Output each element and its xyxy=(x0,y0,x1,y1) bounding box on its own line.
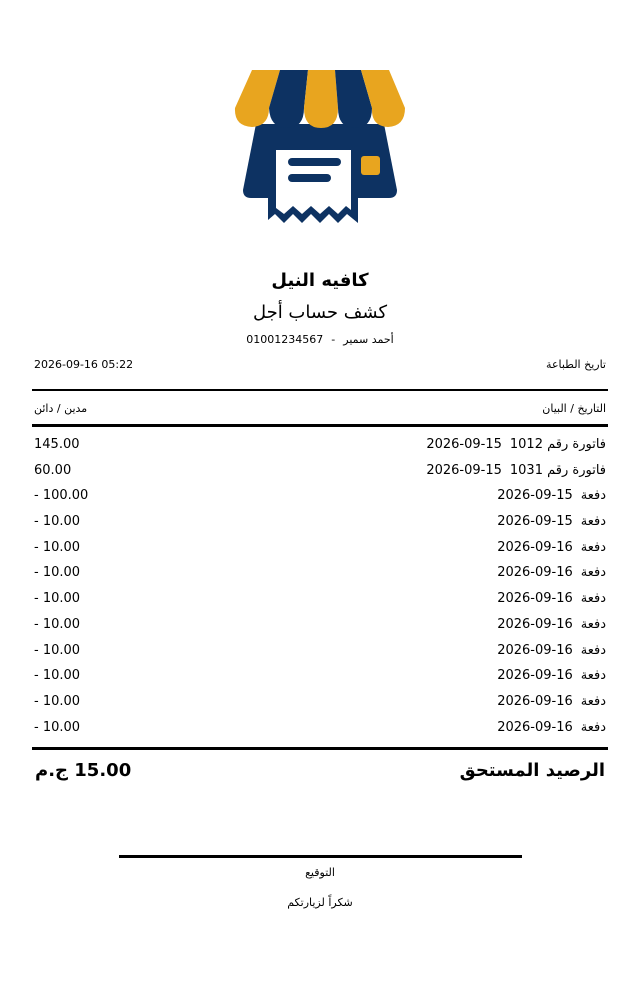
customer-line xyxy=(0,333,640,346)
row-date: 2026-09-15 xyxy=(497,514,573,530)
row-date: 2026-09-16 xyxy=(497,668,573,684)
table-row xyxy=(34,614,606,640)
row-date: 2026-09-16 xyxy=(497,642,573,658)
table-row xyxy=(34,485,606,511)
row-label: دفعة xyxy=(580,668,606,684)
table-row xyxy=(34,665,606,691)
row-label: دفعة xyxy=(580,616,606,632)
balance-due-value: 15.00 ج.م xyxy=(35,760,132,781)
table-row xyxy=(34,434,606,460)
customer-phone: 01001234567 xyxy=(246,333,324,346)
row-date: 2026-09-15 xyxy=(426,437,502,452)
row-label: دفعة xyxy=(580,565,606,581)
row-amount: - 10.00 xyxy=(34,616,81,632)
row-date: 2026-09-16 xyxy=(497,693,573,709)
row-description xyxy=(497,591,606,606)
row-label: دفعة xyxy=(580,591,606,607)
row-label: دفعة xyxy=(580,719,606,735)
row-label: دفعة xyxy=(580,642,606,658)
column-header-amount: مدين / دائن xyxy=(34,402,88,415)
balance-due-label: الرصيد المستحق xyxy=(459,760,605,781)
row-label: دفعة xyxy=(580,514,606,530)
signature-line xyxy=(119,855,522,858)
row-amount: 60.00 xyxy=(34,462,72,478)
row-description xyxy=(497,514,606,529)
row-date: 2026-09-16 xyxy=(497,616,573,632)
row-description xyxy=(426,463,606,478)
statement-rows xyxy=(34,434,606,742)
row-date: 2026-09-16 xyxy=(497,591,573,607)
table-row xyxy=(34,691,606,717)
row-amount: - 10.00 xyxy=(34,668,81,684)
table-row xyxy=(34,588,606,614)
row-date: 2026-09-15 xyxy=(426,462,502,478)
shop-name: كافيه النيل xyxy=(271,270,369,291)
table-row xyxy=(34,640,606,666)
row-label: دفعة xyxy=(580,693,606,709)
row-description xyxy=(497,488,606,503)
row-amount: - 10.00 xyxy=(34,591,81,607)
table-row xyxy=(34,511,606,537)
row-description xyxy=(497,720,606,735)
row-amount: - 10.00 xyxy=(34,642,81,658)
row-date: 2026-09-16 xyxy=(497,719,573,735)
table-bottom-divider xyxy=(32,747,608,750)
row-description xyxy=(497,617,606,632)
row-amount: - 10.00 xyxy=(34,514,81,530)
print-date-label: تاريخ الطباعة xyxy=(546,358,606,371)
storefront-receipt-icon xyxy=(234,68,406,224)
document-title: كشف حساب أجل xyxy=(252,302,388,323)
row-amount: - 100.00 xyxy=(34,488,89,504)
row-description xyxy=(497,643,606,658)
table-top-divider xyxy=(32,424,608,427)
row-amount: - 10.00 xyxy=(34,719,81,735)
print-date-row xyxy=(34,358,606,374)
header-divider xyxy=(32,389,608,391)
row-date: 2026-09-16 xyxy=(497,539,573,555)
customer-name: أحمد سمير xyxy=(343,333,394,346)
row-date: 2026-09-16 xyxy=(497,565,573,581)
row-description xyxy=(497,565,606,580)
row-description xyxy=(426,437,606,452)
row-label: فاتورة رقم 1012 xyxy=(509,437,606,452)
table-row xyxy=(34,460,606,486)
row-date: 2026-09-15 xyxy=(497,488,573,504)
column-headers xyxy=(34,402,606,418)
thanks-message: شكراً لزيارتكم xyxy=(287,896,353,909)
signature-label: التوقيع xyxy=(305,866,335,879)
row-label: فاتورة رقم 1031 xyxy=(509,462,606,478)
row-amount: - 10.00 xyxy=(34,693,81,709)
row-label: دفعة xyxy=(580,539,606,555)
customer-separator: - xyxy=(331,333,336,346)
table-row xyxy=(34,562,606,588)
print-date-value: 2026-09-16 05:22 xyxy=(34,358,134,371)
balance-due-row xyxy=(35,760,605,786)
row-description xyxy=(497,540,606,555)
row-amount: 145.00 xyxy=(34,437,80,452)
row-description xyxy=(497,668,606,683)
table-row xyxy=(34,717,606,743)
table-row xyxy=(34,537,606,563)
row-amount: - 10.00 xyxy=(34,565,81,581)
row-description xyxy=(497,694,606,709)
column-header-description: التاريخ / البيان xyxy=(542,402,606,415)
row-label: دفعة xyxy=(580,488,606,504)
row-amount: - 10.00 xyxy=(34,539,81,555)
